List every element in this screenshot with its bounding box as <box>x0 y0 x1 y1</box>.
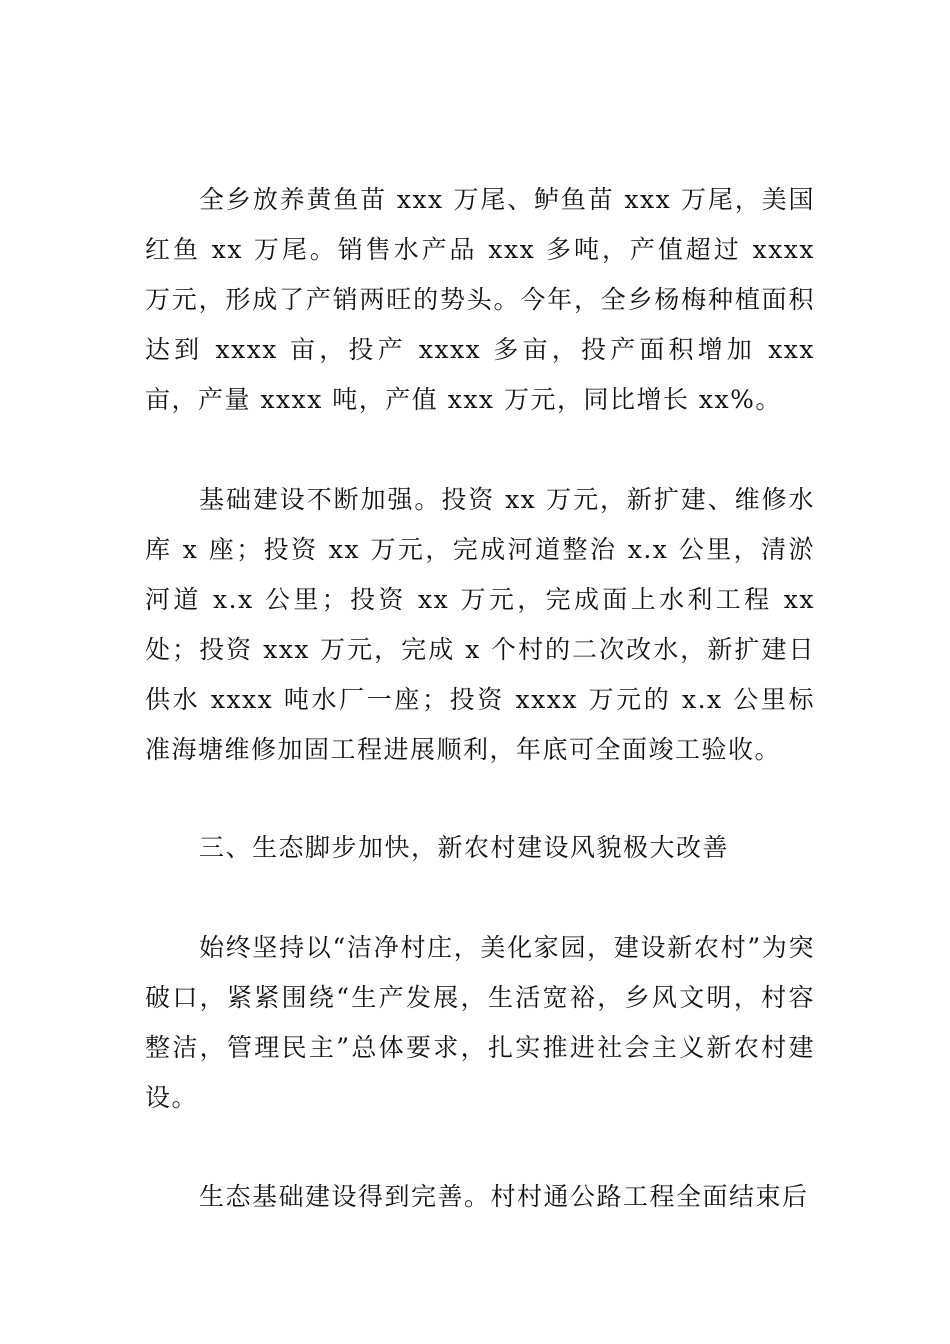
paragraph-ecology: 生态基础建设得到完善。村村通公路工程全面结束后 <box>199 1182 809 1211</box>
paragraph-aquaculture: 全乡放养黄鱼苗 xxx 万尾、鲈鱼苗 xxx 万尾，美国红鱼 xx 万尾。销售水产品 xxx 多吨，产值超过 xxxx 万元，形成了产销两旺的势头。今年，全乡杨梅种植面积达到 xxxx 亩，投产 xxxx 多亩，投产面积增加 xxx 亩，产量 xxxx 吨，产值 xxx 万元，同比增长 xx%。 <box>145 185 815 414</box>
section-heading: 三、生态脚步加快，新农村建设风貌极大改善 <box>199 833 730 862</box>
paragraph-infrastructure: 基础建设不断加强。投资 xx 万元，新扩建、维修水库 x 座；投资 xx 万元，完成河道整治 x.x 公里，清淤河道 x.x 公里；投资 xx 万元，完成面上水利工程 xx 处；投资 xxx 万元，完成 x 个村的二次改水，新扩建日供水 xxxx 吨水厂一座；投资 xxxx 万元的 x.x 公里标准海塘维修加固工程进展顺利，年底可全面竣工验收。 <box>145 485 815 764</box>
paragraph-new-countryside: 始终坚持以“洁净村庄，美化家园，建设新农村”为突破口，紧紧围绕“生产发展，生活宽裕，乡风文明，村容整洁，管理民主”总体要求，扎实推进社会主义新农村建设。 <box>145 933 815 1112</box>
